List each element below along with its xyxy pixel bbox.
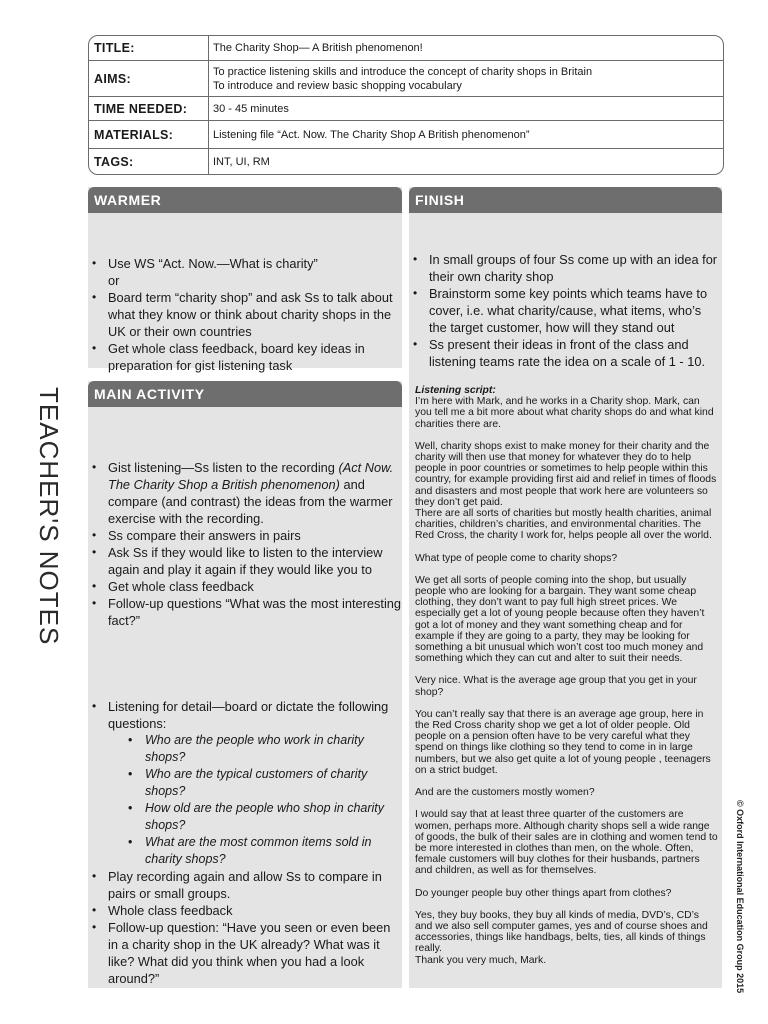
list-item: • Play recording again and allow Ss to compare in pairs or small groups. bbox=[88, 868, 402, 902]
list-item: • Follow-up questions “What was the most interesting fact?” bbox=[88, 595, 402, 629]
warmer-list bbox=[88, 255, 402, 374]
question-list bbox=[108, 732, 402, 868]
list-item: • Board term “charity shop” and ask Ss to talk about what they know or think about charity shops in the UK or their own countries bbox=[88, 289, 402, 340]
question-item: • Who are the typical customers of charity shops? bbox=[108, 766, 402, 800]
detail-list bbox=[88, 698, 402, 987]
title-label: TITLE: bbox=[89, 36, 209, 60]
list-item: • Listening for detail—board or dictate the following questions: • Who are the people who work in charity shops? • Who are the typical customers of charity shops? • How old are the people who shop in charity shops? • What are the most common items sold in charity shops? bbox=[88, 698, 402, 868]
list-item: • Use WS “Act. Now.—What is charity” or bbox=[88, 255, 402, 289]
script-paragraph: Very nice. What is the average age group that you get in your shop? bbox=[415, 675, 697, 698]
script-paragraph: I would say that at least three quarter of the customers are women, perhaps more. Although charity shops sell a wide range of goods, the bulk of their sales are in clothing and women tend to be more interested in clothes than men, on the whole. Often, female customers will buy clothes for their husbands, partners and children, as well as for themselves. bbox=[415, 809, 718, 877]
script-paragraph: What type of people come to charity shops? bbox=[415, 552, 618, 564]
or-text: or bbox=[108, 273, 120, 288]
materials-label: MATERIALS: bbox=[89, 121, 209, 148]
aims-value bbox=[209, 61, 723, 96]
script-paragraph: Yes, they buy books, they buy all kinds of media, DVD’s, CD’s and we also sell computer games, yes and of course shoes and accessories, things like handbags, belts, ties, all kinds of things really. bbox=[415, 909, 708, 955]
aims-line-2: To introduce and review basic shopping vocabulary bbox=[213, 79, 462, 92]
teachers-notes-label: TEACHER'S NOTES bbox=[34, 387, 64, 646]
materials-row bbox=[89, 120, 723, 148]
list-item: • Get whole class feedback bbox=[88, 578, 402, 595]
list-item: • Gist listening—Ss listen to the recording (Act Now. The Charity Shop a British phenomenon) and compare (and contrast) the ideas from the warmer exercise with the recording. bbox=[88, 459, 402, 527]
main-activity-heading: MAIN ACTIVITY bbox=[88, 381, 402, 407]
tags-row bbox=[89, 148, 723, 174]
list-item: • Ask Ss if they would like to listen to the interview again and play it again if they would like you to bbox=[88, 544, 402, 578]
question-item: • Who are the people who work in charity shops? bbox=[108, 732, 402, 766]
time-label: TIME NEEDED: bbox=[89, 97, 209, 120]
list-item: • Whole class feedback bbox=[88, 902, 402, 919]
list-item: • In small groups of four Ss come up with an idea for their own charity shop bbox=[409, 251, 722, 285]
list-item: • Get whole class feedback, board key ideas in preparation for gist listening task bbox=[88, 340, 402, 374]
script-paragraph: We get all sorts of people coming into the shop, but usually people who are looking for a bargain. They want some cheap clothing, they don’t want to pay full high street prices. We especially get a lot of young people because often they haven’t got a lot of money and they want something cheap and for example if they are going to a party, they may be looking for something a bit unusual which won’t cost too much money and something which they can cut and alter to suit their needs. bbox=[415, 574, 705, 665]
tags-label: TAGS: bbox=[89, 149, 209, 174]
finish-list bbox=[409, 251, 722, 370]
lesson-info-table bbox=[88, 35, 724, 175]
finish-panel bbox=[409, 187, 722, 988]
script-paragraph: Do younger people buy other things apart from clothes? bbox=[415, 887, 672, 899]
question-item: • What are the most common items sold in charity shops? bbox=[108, 834, 402, 868]
listening-script bbox=[415, 385, 719, 966]
time-row bbox=[89, 96, 723, 120]
copyright bbox=[733, 800, 747, 994]
script-paragraph: Thank you very much, Mark. bbox=[415, 954, 547, 966]
script-paragraph: I’m here with Mark, and he works in a Charity shop. Mark, can you tell me a bit more about what charity shops do and what kind charities there are. bbox=[415, 396, 714, 430]
finish-heading: FINISH bbox=[409, 187, 722, 213]
materials-value: Listening file “Act. Now. The Charity Shop A British phenomenon” bbox=[213, 128, 530, 141]
warmer-heading: WARMER bbox=[88, 187, 402, 213]
script-paragraph: You can’t really say that there is an average age group, here in the Red Cross charity shop we get a lot of older people. Old people on a pension often have to be very careful what they spend on things like clothing so they tend to come in in large numbers, but we also get quite a lot of young people , teenagers on a strict budget. bbox=[415, 708, 711, 776]
title-row bbox=[89, 36, 723, 60]
main-activity-list bbox=[88, 459, 402, 629]
list-item: • Ss present their ideas in front of the class and listening teams rate the idea on a scale of 1 - 10. bbox=[409, 336, 722, 370]
main-activity-panel bbox=[88, 381, 402, 988]
script-paragraph: There are all sorts of charities but mostly health charities, animal charities, children’s charities, and environmental charities. The Red Cross, the charity I work for, helps people all over the world. bbox=[415, 508, 712, 542]
script-paragraph: Well, charity shops exist to make money for their charity and the charity will then use that money for whatever they do to help people in poor countries or sometimes to help people within this country, for example providing first aid and relief in times of floods and disasters and most people that work here are volunteers so they don’t get paid. bbox=[415, 440, 717, 508]
time-value: 30 - 45 minutes bbox=[213, 102, 289, 115]
list-item: • Brainstorm some key points which teams have to cover, i.e. what charity/cause, what items, who’s the target customer, how will they stand out bbox=[409, 285, 722, 336]
list-item: • Ss compare their answers in pairs bbox=[88, 527, 402, 544]
title-value: The Charity Shop— A British phenomenon! bbox=[213, 42, 423, 54]
script-paragraph: And are the customers mostly women? bbox=[415, 787, 595, 799]
copyright-text: © Oxford International Education Group 2015 bbox=[735, 800, 745, 994]
aims-line-1: To practice listening skills and introduce the concept of charity shops in Britain bbox=[213, 65, 593, 78]
warmer-panel bbox=[88, 187, 402, 373]
tags-value: INT, UI, RM bbox=[213, 155, 270, 168]
list-item: • Follow-up question: “Have you seen or even been in a charity shop in the UK already? What was it like? What did you think when you had a look around?” bbox=[88, 919, 402, 987]
script-title: Listening script: bbox=[415, 385, 496, 396]
question-item: • How old are the people who shop in charity shops? bbox=[108, 800, 402, 834]
aims-label: AIMS: bbox=[89, 61, 209, 96]
aims-row bbox=[89, 60, 723, 96]
